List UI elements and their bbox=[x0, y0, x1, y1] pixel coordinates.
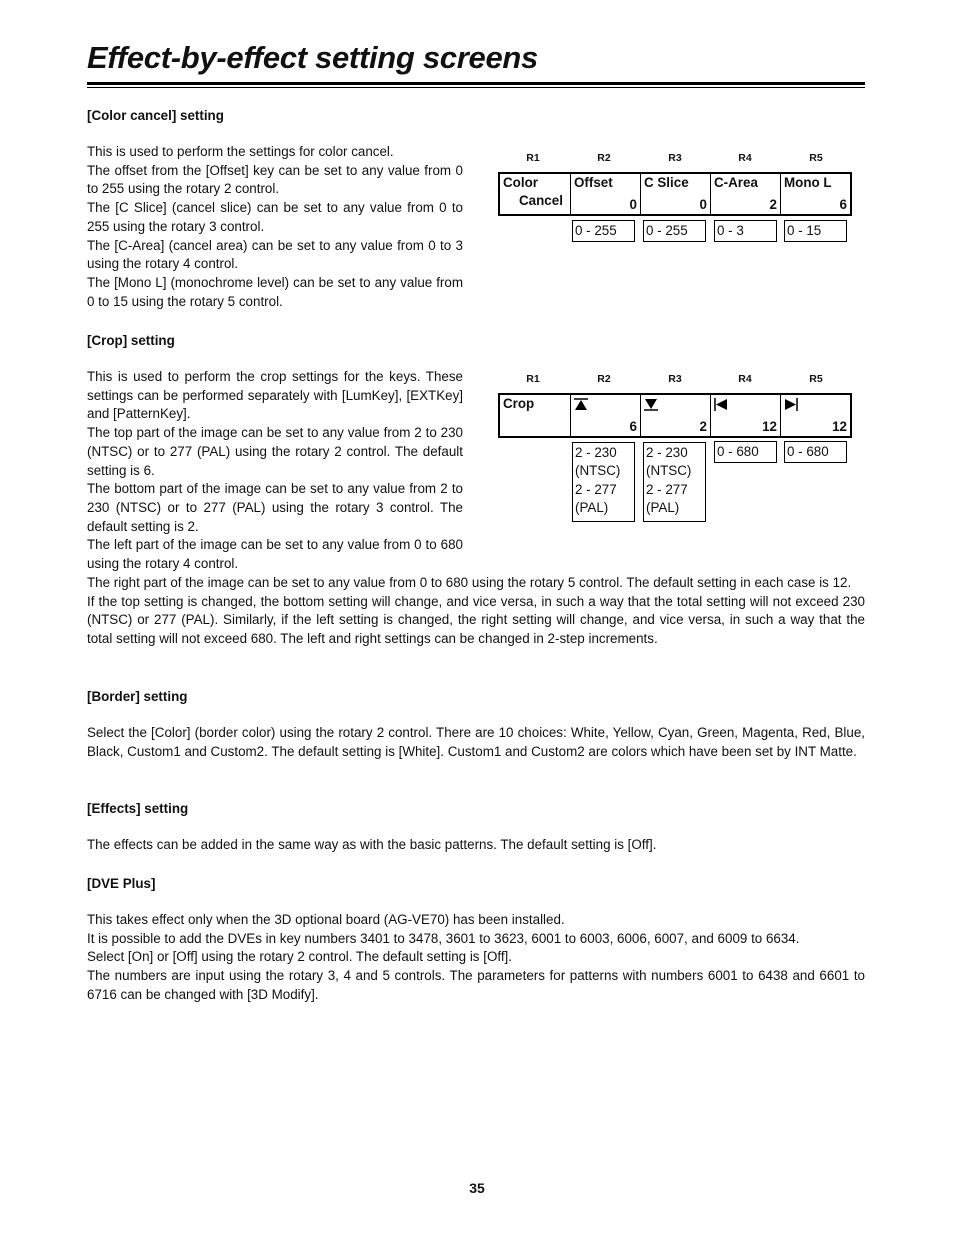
rotary-label-r3: R3 bbox=[668, 152, 682, 164]
paragraph-line: The offset from the [Offset] key can be set to any value from 0 to 255 using the rotary 2 control. bbox=[87, 162, 463, 197]
color-cancel-panel bbox=[498, 152, 852, 242]
range-line: 2 - 230 bbox=[646, 445, 688, 460]
cell-value: 6 bbox=[629, 419, 637, 434]
paragraph-line: The bottom part of the image can be set to any value from 2 to 230 (NTSC) or to 277 (PAL) using the rotary 3 control. The default setting is 2. bbox=[87, 481, 463, 534]
paragraph-line: If the top setting is changed, the bottom setting will change, and vice versa, in such a way that the total setting will not exceed 230 (NTSC) or 277 (PAL). Similarly, if the left setting is changed, the right setting will change, and vice versa, in such a way that the total setting will not exceed 680. The left and right settings can be changed in 2-step increments. bbox=[87, 593, 865, 647]
paragraph-line: The numbers are input using the rotary 3, 4 and 5 controls. The parameters for patterns with numbers 6001 to 6438 and 6601 to 6716 can be changed with [3D Modify]. bbox=[87, 968, 865, 1002]
rotary-label-r5: R5 bbox=[809, 373, 823, 385]
paragraph-line: The [Mono L] (monochrome level) can be set to any value from 0 to 15 using the rotary 5 control. bbox=[87, 274, 463, 309]
cell-value: 2 bbox=[699, 419, 707, 434]
cell-c-slice bbox=[640, 174, 710, 214]
cell-color-cancel bbox=[500, 174, 570, 214]
rotary-label-r4: R4 bbox=[738, 152, 752, 164]
effects-text bbox=[87, 836, 865, 855]
rotary-label-r5: R5 bbox=[809, 152, 823, 164]
range-c-area: 0 - 3 bbox=[714, 220, 777, 242]
crop-panel bbox=[498, 373, 852, 523]
cell-crop-right bbox=[780, 395, 850, 436]
title-rule bbox=[87, 82, 865, 88]
range-c-slice: 0 - 255 bbox=[643, 220, 706, 242]
rotary-labels bbox=[498, 373, 852, 393]
color-cancel-grid bbox=[498, 172, 852, 216]
color-cancel-heading: [Color cancel] setting bbox=[87, 108, 224, 123]
cell-label: C Slice bbox=[643, 175, 689, 190]
cell-value: 0 bbox=[699, 197, 707, 212]
paragraph-line: The [C-Area] (cancel area) can be set to any value from 0 to 3 using the rotary 4 control. bbox=[87, 237, 463, 272]
range-line: (NTSC) bbox=[575, 463, 621, 479]
crop-top-icon bbox=[574, 398, 588, 414]
range-line: 2 - 277 bbox=[646, 481, 688, 497]
paragraph-line: The top part of the image can be set to any value from 2 to 230 (NTSC) or to 277 (PAL) using the rotary 2 control. The default setting is 6. bbox=[87, 425, 463, 478]
cell-label: C-Area bbox=[713, 175, 758, 190]
cell-label: Offset bbox=[573, 175, 613, 190]
range-mono-l: 0 - 15 bbox=[784, 220, 847, 242]
rotary-label-r4: R4 bbox=[738, 373, 752, 385]
crop-heading: [Crop] setting bbox=[87, 333, 175, 348]
paragraph-line: The left part of the image can be set to any value from 0 to 680 using the rotary 4 control. bbox=[87, 537, 463, 572]
cell-label: Mono L bbox=[783, 175, 832, 190]
rotary-label-r2: R2 bbox=[597, 373, 611, 385]
range-crop-bottom bbox=[643, 442, 706, 522]
cell-value: 6 bbox=[839, 197, 847, 212]
rotary-label-r2: R2 bbox=[597, 152, 611, 164]
cell-sublabel: Cancel bbox=[519, 193, 563, 208]
paragraph-line: The effects can be added in the same way as with the basic patterns. The default setting is [Off]. bbox=[87, 837, 657, 852]
effects-heading: [Effects] setting bbox=[87, 801, 189, 816]
paragraph-line: The right part of the image can be set to any value from 0 to 680 using the rotary 5 control. The default setting in each case is 12. bbox=[87, 575, 852, 590]
paragraph-line: It is possible to add the DVEs in key numbers 3401 to 3478, 3601 to 3623, 6001 to 6003, 6006, 6007, and 6009 to 6634. bbox=[87, 930, 800, 946]
dve-plus-heading: [DVE Plus] bbox=[87, 876, 156, 891]
rotary-labels bbox=[498, 152, 852, 172]
cell-crop bbox=[500, 395, 570, 436]
cell-value: 0 bbox=[629, 197, 637, 212]
border-text bbox=[87, 724, 865, 761]
paragraph-line: Select the [Color] (border color) using the rotary 2 control. There are 10 choices: White, Yellow, Cyan, Green, Magenta, Red, Blue, Black, Custom1 and Custom2. The default setting is [White]. Custom1 and Custom2 are colors which have been set by INT Matte. bbox=[87, 725, 865, 759]
border-heading: [Border] setting bbox=[87, 689, 188, 704]
cell-crop-bottom bbox=[640, 395, 710, 436]
rotary-label-r3: R3 bbox=[668, 373, 682, 385]
rotary-label-r1: R1 bbox=[526, 373, 540, 385]
crop-bottom-icon bbox=[644, 398, 658, 414]
cell-value: 12 bbox=[832, 419, 847, 434]
paragraph-line: This takes effect only when the 3D optional board (AG-VE70) has been installed. bbox=[87, 912, 565, 927]
crop-right-icon bbox=[784, 398, 798, 414]
paragraph-line: This is used to perform the settings for color cancel. bbox=[87, 144, 394, 159]
cell-value: 12 bbox=[762, 419, 777, 434]
range-crop-left: 0 - 680 bbox=[714, 441, 777, 463]
range-line: (PAL) bbox=[646, 499, 680, 515]
range-crop-right: 0 - 680 bbox=[784, 441, 847, 463]
range-line: (NTSC) bbox=[646, 463, 692, 479]
range-line: 2 - 277 bbox=[575, 481, 617, 497]
range-crop-top bbox=[572, 442, 635, 522]
range-line: 2 - 230 bbox=[575, 445, 617, 460]
cell-mono-l bbox=[780, 174, 850, 214]
range-offset: 0 - 255 bbox=[572, 220, 635, 242]
cell-value: 2 bbox=[769, 197, 777, 212]
dve-plus-text bbox=[87, 911, 865, 1005]
cell-c-area bbox=[710, 174, 780, 214]
cell-crop-top bbox=[570, 395, 640, 436]
rotary-label-r1: R1 bbox=[526, 152, 540, 164]
paragraph-line: The [C Slice] (cancel slice) can be set to any value from 0 to 255 using the rotary 3 control. bbox=[87, 200, 463, 234]
cell-offset bbox=[570, 174, 640, 214]
color-cancel-text bbox=[87, 143, 463, 311]
range-line: (PAL) bbox=[575, 499, 609, 515]
crop-left-icon bbox=[714, 398, 728, 414]
cell-label: Crop bbox=[503, 396, 535, 411]
crop-text-wide bbox=[87, 574, 865, 649]
cell-label: Color bbox=[503, 175, 538, 190]
paragraph-line: This is used to perform the crop settings for the keys. These settings can be performed separately with [LumKey], [EXTKey] and [PatternKey]. bbox=[87, 369, 463, 422]
page-number: 35 bbox=[469, 1180, 485, 1196]
crop-text-narrow bbox=[87, 368, 463, 574]
cell-crop-left bbox=[710, 395, 780, 436]
page-title: Effect-by-effect setting screens bbox=[87, 40, 538, 75]
crop-grid bbox=[498, 393, 852, 438]
paragraph-line: Select [On] or [Off] using the rotary 2 control. The default setting is [Off]. bbox=[87, 949, 512, 965]
